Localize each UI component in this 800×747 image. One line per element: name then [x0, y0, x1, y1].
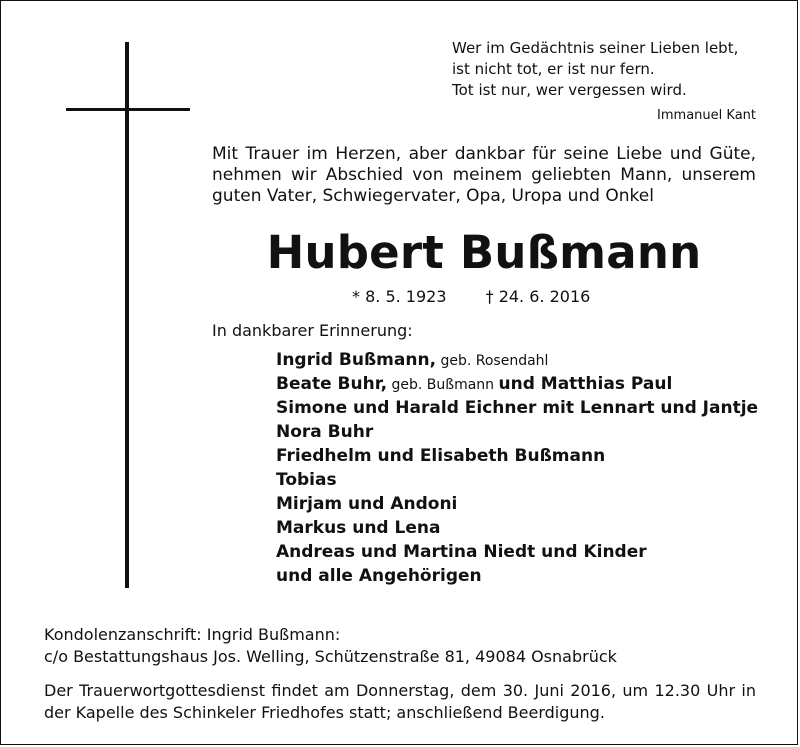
- intro-line: nehmen wir Abschied von meinem geliebten Mann, unserem: [212, 165, 756, 185]
- mourner-name: Markus und Lena: [276, 518, 441, 538]
- condolence-address: [44, 624, 764, 668]
- intro-line: Mit Trauer im Herzen, aber dankbar für seine Liebe und Güte,: [212, 144, 756, 164]
- mourner-name: Nora Buhr: [276, 422, 374, 442]
- service-line: Der Trauerwortgottesdienst findet am Donnerstag, dem 30. Juni 2016, um 12.30 Uhr in: [44, 681, 756, 700]
- mourner-line: [276, 516, 776, 540]
- mourner-line: [276, 348, 776, 372]
- mourner-name: und alle Angehörigen: [276, 566, 482, 586]
- mourner-line: [276, 492, 776, 516]
- address-line: c/o Bestattungshaus Jos. Welling, Schützenstraße 81, 49084 Osnabrück: [44, 647, 617, 666]
- quote-line: Wer im Gedächtnis seiner Lieben lebt,: [452, 39, 739, 57]
- quote-line: ist nicht tot, er ist nur fern.: [452, 60, 655, 78]
- service-line: der Kapelle des Schinkeler Friedhofes statt; anschließend Beerdigung.: [44, 703, 605, 722]
- mourners-list: [276, 348, 776, 588]
- mourner-line: [276, 540, 776, 564]
- mourner-partner: und Matthias Paul: [498, 374, 673, 394]
- funeral-service-info: [44, 680, 756, 724]
- life-dates: [352, 286, 672, 308]
- address-line: Kondolenzanschrift: Ingrid Bußmann:: [44, 625, 341, 644]
- mourner-name: Simone und Harald Eichner mit Lennart und Jantje: [276, 398, 759, 418]
- mourner-line: [276, 420, 776, 444]
- death-date: † 24. 6. 2016: [485, 287, 591, 306]
- mourner-name: Tobias: [276, 470, 337, 490]
- mourner-line: [276, 372, 776, 396]
- cross-vertical-bar: [125, 42, 129, 588]
- mourner-name: Ingrid Bußmann,: [276, 350, 437, 370]
- mourner-note: geb. Rosendahl: [436, 353, 549, 369]
- cross-horizontal-bar: [66, 108, 190, 111]
- quote-author: Immanuel Kant: [657, 108, 756, 123]
- mourner-name: Beate Buhr,: [276, 374, 388, 394]
- mourner-note: geb. Bußmann: [387, 377, 499, 393]
- mourner-name: Friedhelm und Elisabeth Bußmann: [276, 446, 606, 466]
- mourner-line: [276, 396, 776, 420]
- birth-date: * 8. 5. 1923: [352, 287, 447, 306]
- intro-line: guten Vater, Schwiegervater, Opa, Uropa und Onkel: [212, 186, 654, 206]
- mourner-name: Andreas und Martina Niedt und Kinder: [276, 542, 647, 562]
- deceased-name: Hubert Bußmann: [266, 226, 702, 279]
- memorial-quote: [452, 38, 782, 101]
- memory-label: In dankbarer Erinnerung:: [212, 321, 413, 340]
- quote-line: Tot ist nur, wer vergessen wird.: [452, 81, 687, 99]
- mourner-name: Mirjam und Andoni: [276, 494, 458, 514]
- mourner-line: [276, 468, 776, 492]
- mourner-line: [276, 444, 776, 468]
- mourner-line: [276, 564, 776, 588]
- intro-text: [212, 144, 756, 207]
